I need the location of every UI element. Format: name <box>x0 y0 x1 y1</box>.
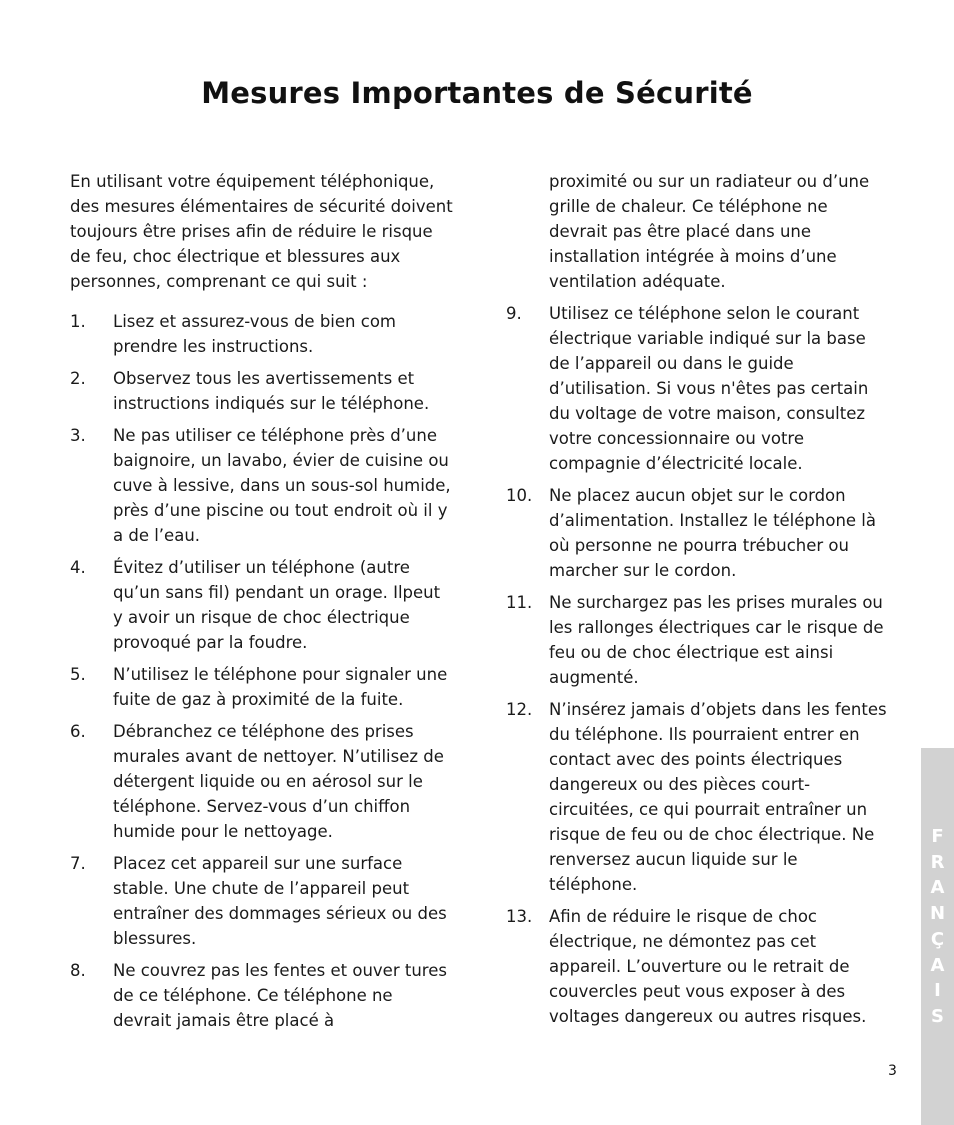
item-8-continuation: proximité ou sur un radiateur ou d’une grille de chaleur. Ce téléphone ne devrait pas être placé dans une installation intégrée à moins d’une ventilation adéquate. <box>549 172 870 291</box>
tab-letter: A <box>930 954 945 976</box>
item-number: 12. <box>506 700 533 719</box>
list-item <box>70 719 454 844</box>
item-number: 13. <box>506 907 533 926</box>
item-number: 10. <box>506 486 533 505</box>
list-item <box>506 483 890 583</box>
intro-paragraph: En utilisant votre équipement téléphonique, des mesures élémentaires de sécurité doivent toujours être prises afin de réduire le risque de feu, choc électrique et blessures aux personnes, comprenant ce qui suit : <box>70 172 453 291</box>
item-number: 5. <box>70 665 86 684</box>
list-item <box>70 366 454 416</box>
item-text: Utilisez ce téléphone selon le courant électrique variable indiqué sur la base de l’appareil ou dans le guide d’utilisation. Si vous n'êtes pas certain du voltage de votre maison, consultez votre concessionnaire ou votre compagnie d’électricité locale. <box>549 304 869 473</box>
item-number: 3. <box>70 426 86 445</box>
item-number: 1. <box>70 312 86 331</box>
language-tab <box>921 748 954 1125</box>
tab-letter: N <box>929 903 946 925</box>
page-number: 3 <box>888 1063 897 1079</box>
item-text: Lisez et assurez-vous de bien com prendre les instructions. <box>113 312 396 356</box>
list-item <box>70 423 454 548</box>
tab-letter: I <box>934 980 941 1002</box>
list-item <box>70 958 454 1033</box>
right-column <box>506 169 890 1036</box>
item-text: Évitez d’utiliser un téléphone (autre qu’un sans fil) pendant un orage. Ilpeut y avoir un risque de choc électrique provoqué par la foudre. <box>113 558 441 652</box>
item-text: Ne placez aucun objet sur le cordon d’alimentation. Installez le téléphone là où personne ne pourra trébucher ou marcher sur le cordon. <box>549 486 876 580</box>
list-item <box>506 590 890 690</box>
item-number: 7. <box>70 854 86 873</box>
tab-letter: F <box>931 826 944 847</box>
tab-letter: Ç <box>930 928 945 950</box>
left-column <box>70 169 454 1040</box>
list-item <box>70 851 454 951</box>
list-item <box>506 697 890 897</box>
list-item <box>70 309 454 359</box>
item-text: Débranchez ce téléphone des prises murales avant de nettoyer. N’utilisez de détergent liquide ou en aérosol sur le téléphone. Servez-vous d’un chiffon humide pour le nettoyage. <box>113 722 444 841</box>
item-number: 4. <box>70 558 86 577</box>
item-number: 9. <box>506 304 522 323</box>
item-number: 6. <box>70 722 86 741</box>
language-tab-letters <box>921 824 954 1030</box>
item-text: Afin de réduire le risque de choc électrique, ne démontez pas cet appareil. L’ouverture ou le retrait de couvercles peut vous exposer à des voltages dangereux ou autres risques. <box>549 907 867 1026</box>
list-item <box>70 555 454 655</box>
item-text: Ne pas utiliser ce téléphone près d’une baignoire, un lavabo, évier de cuisine ou cuve à lessive, dans un sous-sol humide, près d’une piscine ou tout endroit où il y a de l’eau. <box>113 426 451 545</box>
page-title: Mesures Importantes de Sécurité <box>201 76 753 110</box>
item-number: 11. <box>506 593 533 612</box>
tab-letter: A <box>930 877 945 899</box>
item-text: Placez cet appareil sur une surface stable. Une chute de l’appareil peut entraîner des dommages sérieux ou des blessures. <box>113 854 447 948</box>
list-item <box>506 904 890 1029</box>
item-number: 2. <box>70 369 86 388</box>
item-text: Ne couvrez pas les fentes et ouver tures de ce téléphone. Ce téléphone ne devrait jamais être placé à <box>113 961 447 1030</box>
item-number: 8. <box>70 961 86 980</box>
item-text: Observez tous les avertissements et instructions indiqués sur le téléphone. <box>113 369 430 413</box>
tab-letter: R <box>930 851 945 873</box>
item-text: Ne surchargez pas les prises murales ou les rallonges électriques car le risque de feu ou de choc électrique est ainsi augmenté. <box>549 593 884 687</box>
item-text: N’utilisez le téléphone pour signaler une fuite de gaz à proximité de la fuite. <box>113 665 448 709</box>
list-item <box>70 662 454 712</box>
item-text: N’insérez jamais d’objets dans les fentes du téléphone. Ils pourraient entrer en contact avec des points électriques dangereux ou des pièces court-circuitées, ce qui pourrait entraîner un risque de feu ou de choc électrique. Ne renversez aucun liquide sur le téléphone. <box>549 700 887 894</box>
tab-letter: S <box>931 1005 944 1027</box>
list-item <box>506 301 890 476</box>
